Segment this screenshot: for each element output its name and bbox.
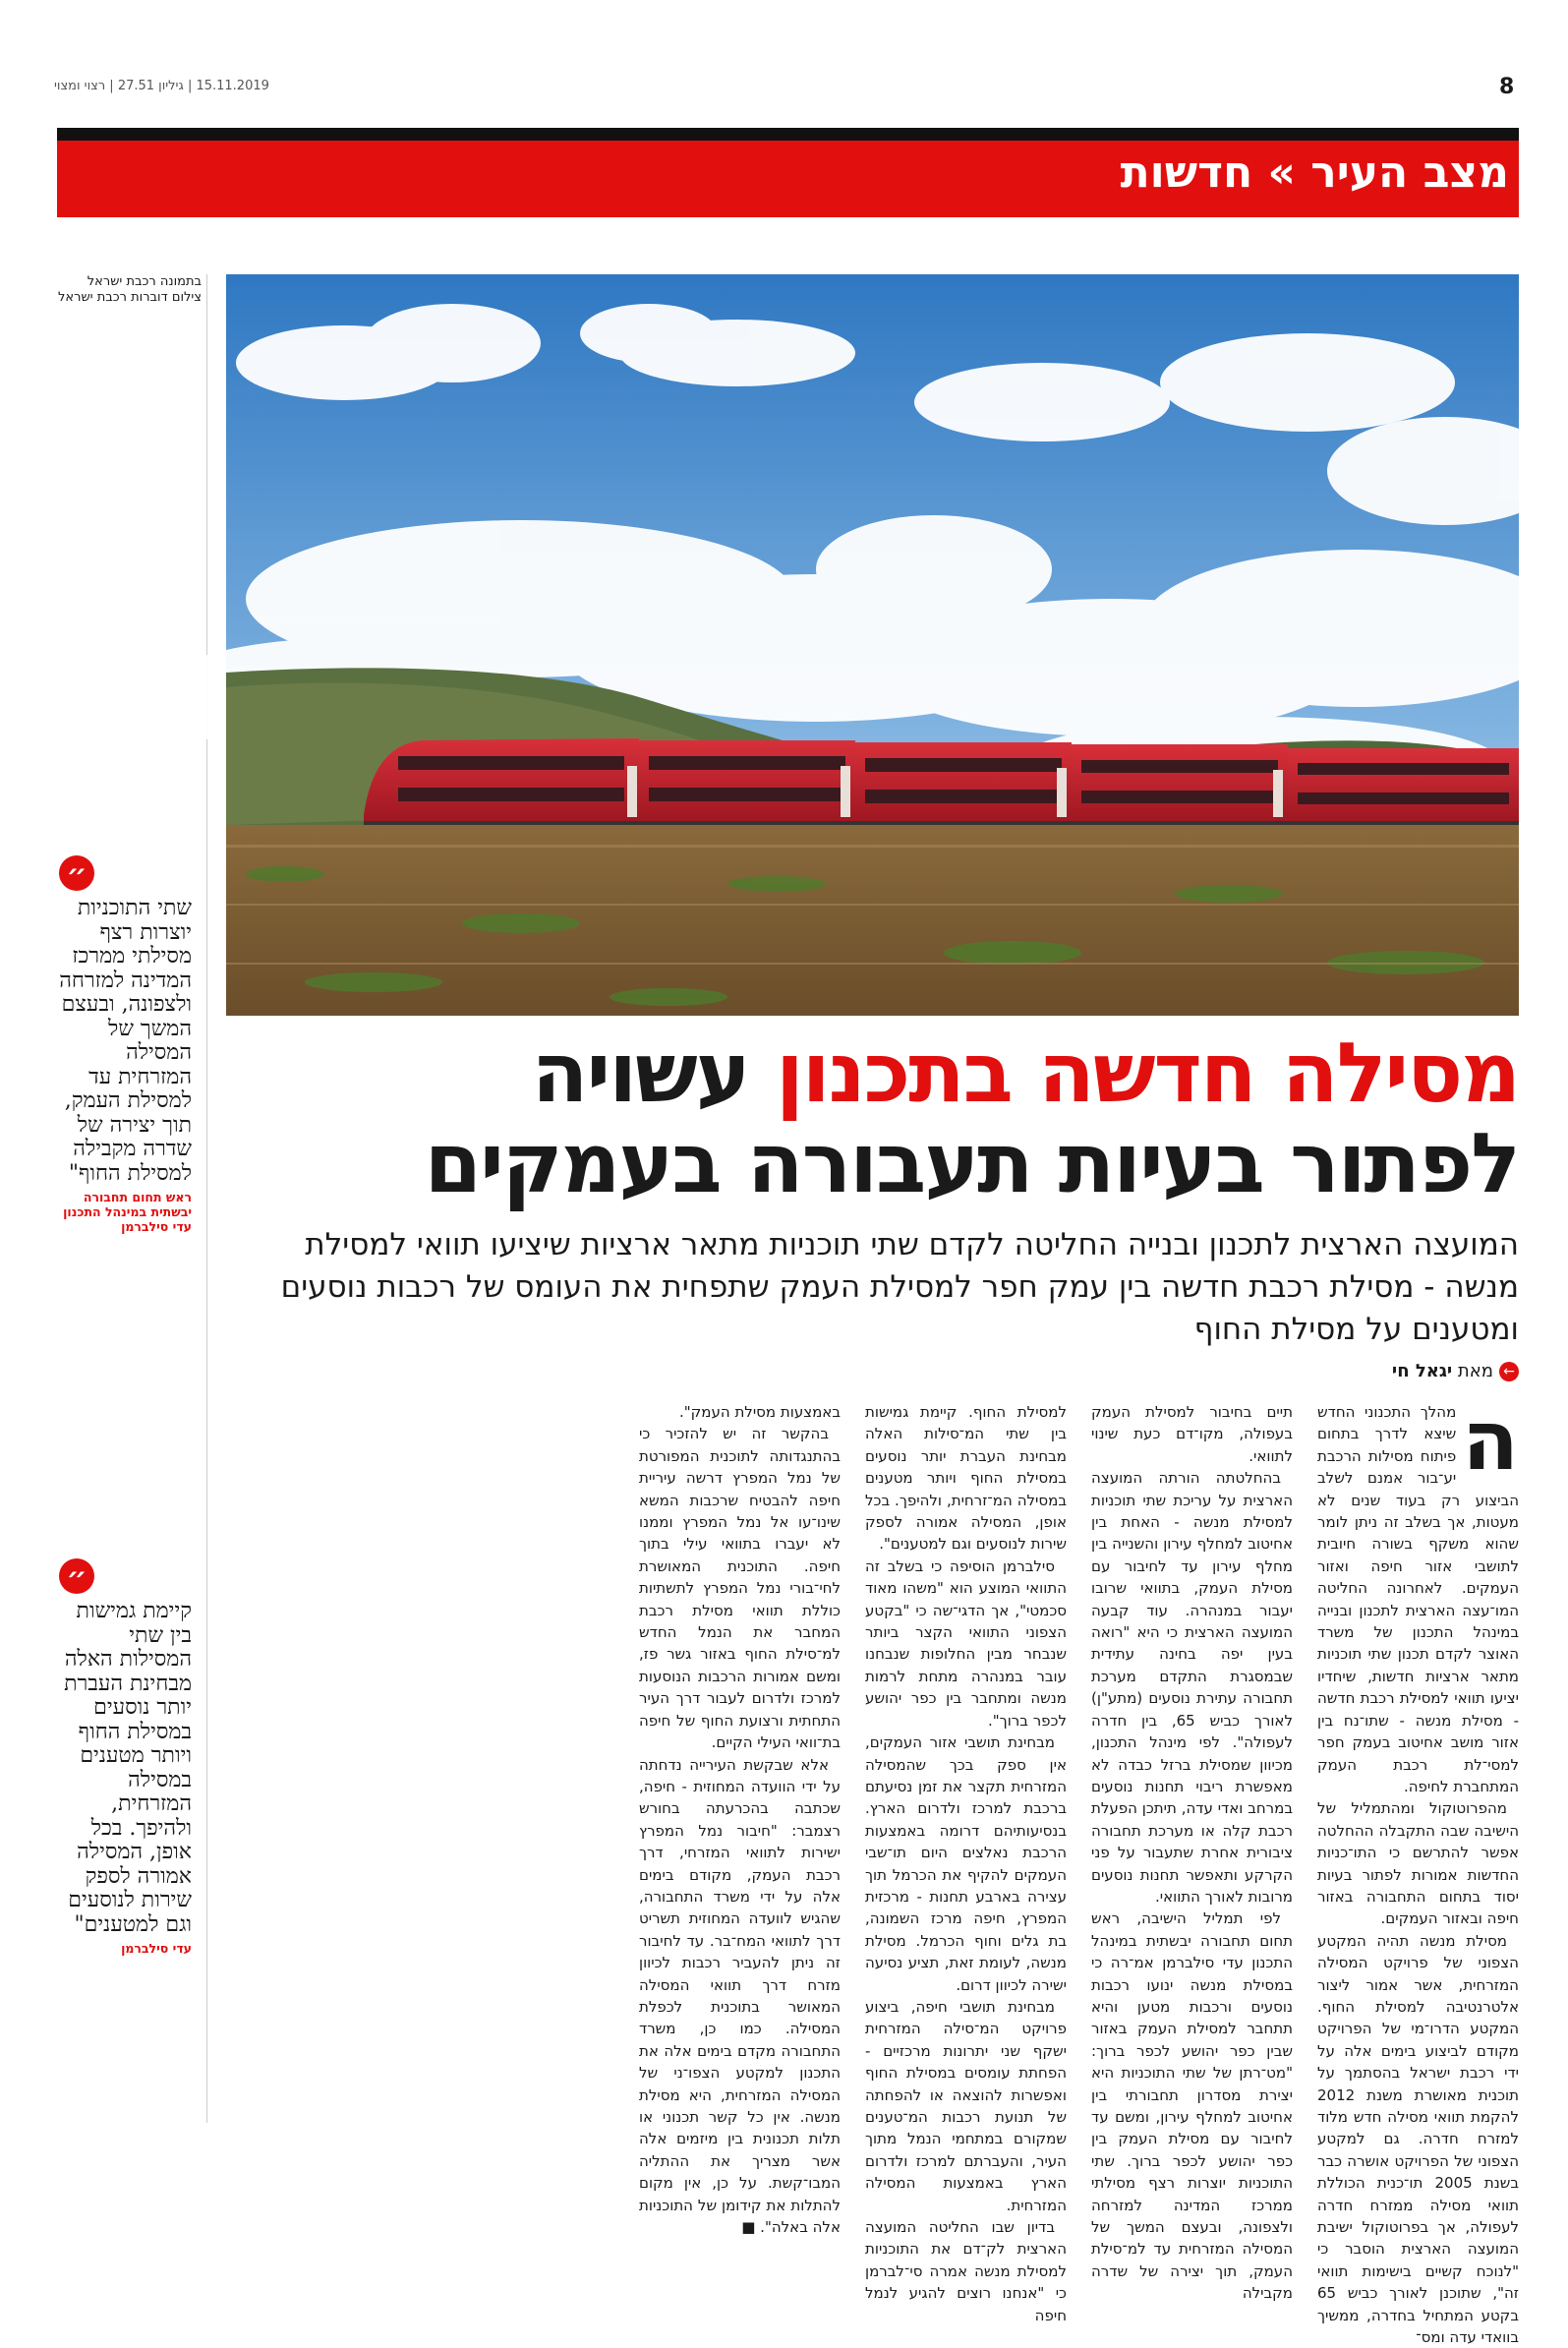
quote-icon: ״	[59, 855, 94, 891]
body-column-4	[639, 1401, 841, 2237]
paragraph: מבחינת תושבי חיפה, ביצוע פרויקט המ־סילה המזרחית ישקף שני יתרונות מרכזיים - הפחתת עומסים במסילת החוף ואפשרות להוצאה או להפחתה של תנועת רכבות המ־טענים שמקורם במתחמי הנמל מתוך העיר, והעברתם למרכז ולדרום הארץ באמצעות המסילה המזרחית.	[865, 1997, 1067, 2214]
issue-folio: 15.11.2019 | גיליון 27.51 | רצוי ומצוי	[54, 79, 269, 93]
body-column-2	[1091, 1401, 1293, 2303]
paragraph: בהחלטתה הורתה המועצה הארצית על עריכת שתי תוכניות למסילת מנשה - האחת בין אחיטוב למחלף עירון והשנייה בין מחלף עירון עד לחיבור עם מסילת העמק, בתוואי שרובו יעבור במנהרה. עוד קבעה המועצה הארצית כי היא "רואה בעין יפה בחינה עתידית שבמסגרת התקדם מערכת תחבורה עתירת נוסעים (מתע"ן) לאורך כביש 65, בין חדרה לעפולה". לפי מינהל התכנון, מכיוון שמסילת ברזל כבדה לא מאפשרת ריבוי תחנות נוסעים במרחב ואדי עדה, תיתכן הפעלת רכבת קלה או מערכת תחבורה ציבורית אחרת שתעבור על פני הקרקע ותאפשר תחנות נוסעים מרובות לאורך התוואי.	[1091, 1469, 1293, 1906]
paragraph: בדיון שבו החליטה המועצה הארצית לק־דם את התוכניות למסילת מנשה אמרה סי־לברמן כי "אנחנו רוצים להגיע לנמל חיפה	[865, 2218, 1067, 2324]
pull-quote-1	[59, 855, 192, 1234]
paragraph: למסילת החוף. קיימת גמישות בין שתי המ־סילות האלה מבחינת העברת יותר נוסעים במסילת החוף ויותר מטענים במסילה המ־זרחית, ולהיפך. בכל אופן, המסילה אמורה לספק שירות לנוסעים וגם למטענים".	[865, 1403, 1067, 1554]
paragraph: אלא שבקשת העירייה נדחתה על ידי הוועדה המחוזית - חיפה, שכתבה בהכרעתה בחורש רצמבר: "חיבור נמל המפרץ ישירות לתוואי המזרחי, דרך רכבת העמק, מקודם בימים אלה על ידי משרד התחבורה, שהגיש לוועדה המחוזית תשריט דרך לתוואי המח־בר. עד לחיבור זה ניתן להעביר רכבות לכיוון מזרח דרך תוואי המסילה המאושר בתוכנית לכפלת המסילה. כמו כן, משרד התחבורה מקדם בימים אלה את התכנון למקטע הצפו־ני של המסילה המזרחית, היא מסילת מנשה. אין כל קשר תכנוני או תלות תכנונית בין מיזמים אלה אשר מצריך את ההתליה המבו־קשת. על כן, אין מקום להתלות את קידומן של התוכניות אלה באלה". ■	[639, 1755, 841, 2237]
paragraph: מהפרוטוקול ומהתמליל של הישיבה שבה התקבלה ההחלטה אפשר להתרשם כי התו־כניות החדשות אמורות לפתור בעיות יסוד בתחום התחבורה באזור חיפה ובאזור העמקים.	[1317, 1799, 1519, 1928]
article-headline	[221, 1025, 1519, 1211]
quote-icon: ״	[59, 1558, 94, 1594]
page-number: 8	[1499, 75, 1515, 99]
body-column-1	[1317, 1392, 1519, 2347]
paragraph: מהלך התכנוני החדש שיצא לדרך בתחום פיתוח מסילות הרכבת יע־בור אמנם לשלב הביצוע רק בעוד שנים לא מעטות, אך בשלב זה ניתן לומר שהוא משקף בשורה חיובית לתושבי אזור חיפה ואזור העמקים. לאחרונה החליטה המו־עצה הארצית לתכנון ובנייה במינהל התכנון של משרד האוצר לקדם תכנון שתי תוכניות מתאר ארציות חדשות, שיחדיו יציעו תוואי למסילת רכבת חדשה - מסילת מנשה - שתו־נח בין אזור מושב אחיטוב בעמק חפר למסי־לת רכבת העמק המתחברת לחיפה.	[1317, 1403, 1519, 1795]
byline	[1392, 1361, 1519, 1381]
pull-quote-text: שתי התוכניות יוצרות רצף מסילתי ממרכז המדינה למזרחה ולצפונה, ובעצם המשך של המסילה המזרחית עד למסילת העמק, תוך יצירה של שדרה מקבילה למסילת החוף"	[59, 896, 192, 1186]
header-rule	[57, 128, 1519, 141]
section-title: מצב העיר » חדשות	[1120, 147, 1509, 198]
paragraph: בהקשר זה יש להזכיר כי בהתנגדותה לתוכנית המפורטת של נמל המפרץ דרשה עיריית חיפה להבטיח שרכבות המשא שינו־עו אל נמל המפרץ וממנו לא יעברו בתוואי עילי בתוך חיפה. התוכנית המאושרת לחי־בורי נמל המפרץ לתשתיות כוללת תוואי מסילת רכבת המחבר את הנמל החדש למ־סילת החוף באזור גשר פז, ומשם אמורות הרכבות הנוסעות למרכז ולדרום לעבור דרך העיר התחתית ורצועת החוף של חיפה בת־וואי העילי הקיים.	[639, 1425, 841, 1752]
headline-black-part: עשויה	[531, 1025, 749, 1121]
headline-line-1	[221, 1025, 1519, 1121]
train-icon	[364, 738, 1519, 829]
drop-cap: ה	[1462, 1392, 1519, 1489]
pull-quote-text: קיימת גמישות בין שתי המסילות האלה מבחינת העברת יותר נוסעים במסילת החוף ויותר מטענים במסילה המזרחית, ולהיפך. בכל אופן, המסילה אמורה לספק שירות לנוסעים וגם למטענים"	[64, 1599, 192, 1937]
photo-credit: בתמונה רכבת ישראל צילום דוברות רכבת ישראל	[58, 274, 202, 305]
paragraph: לפי תמליל הישיבה, ראש תחום תחבורה יבשתית במינהל התכנון עדי סילברמן אמ־רה כי במסילת מנשה ינועו רכבות נוסעים ורכבות מטען והיא תתחבר למסילת העמק באזור שבין כפר יהושע לכפר ברוך: "מט־רתן של שתי התוכניות היא יצירת מסדרון תחבורתי בין אחיטוב למחלף עירון, ומשם עד לחיבור עם מסילת העמק בין כפר יהושע לכפר ברוך. שתי התוכניות יוצרות רצף מסילתי ממרכז המדינה למזרחה ולצפונה, ובעצם המשך של המסילה המזרחית עד למ־סילת העמק, תוך יצירה של שדרה מקבילה	[1091, 1909, 1293, 2303]
arrow-icon: ←	[1499, 1362, 1519, 1381]
paragraph: מבחינת תושבי אזור העמקים, אין ספק בכך שהמסילה המזרחית תקצר את זמן נסיעתם ברכבת למרכז ולדרום הארץ. בנסיעותיהם דרומה באמצעות הרכבת נאלצים היום תו־שבי העמקים להקיף את הכרמל תוך עצירה בארבע תחנות - מרכזית המפרץ, חיפה מרכז השמונה, בת גלים וחוף הכרמל. מסילת מנשה, לעומת זאת, תציע נסיעה ישירה לכיוון דרום.	[865, 1733, 1067, 1994]
headline-line-2: לפתור בעיות תעבורה בעמקים	[424, 1115, 1519, 1211]
pull-quote-attribution: עדי סילברמן	[121, 1941, 192, 1956]
pull-quote-2	[59, 1558, 192, 1956]
paragraph: באמצעות מסילת העמק".	[678, 1403, 841, 1421]
byline-prefix: מאת	[1457, 1361, 1493, 1381]
train-photo	[226, 274, 1519, 1016]
paragraph: תיים בחיבור למסילת העמק בעפולה, מקו־דם כעת שינוי לתוואי.	[1091, 1403, 1293, 1465]
paragraph: סילברמן הוסיפה כי בשלב זה התוואי המוצע הוא "משהו מאוד סכמטי", אך הדגי־שה כי "בקטע הצפוני התוואי הקצר ביותר שנבחר מבין החלופות שנבחנו עובר במנהרה מתחת לרמות מנשה ומתחבר בין כפר יהושע לכפר ברוך".	[865, 1556, 1067, 1730]
article-subheadline: המועצה הארצית לתכנון ובנייה החליטה לקדם שתי תוכניות מתאר ארציות שיציעו תוואי למסילת מנשה - מסילת רכבת חדשה בין עמק חפר למסילת העמק שתפחית את העומס של רכבות נוסעים ומטענים על מסילת החוף	[280, 1227, 1519, 1347]
sidebar-divider	[206, 274, 207, 2123]
byline-author: יגאל חי	[1391, 1361, 1453, 1381]
pull-quote-attribution: ראש תחום תחבורה יבשתית במינהל התכנון עדי סילברמן	[63, 1190, 192, 1234]
body-column-3	[865, 1401, 1067, 2324]
headline-red-part: מסילה חדשה בתכנון	[775, 1025, 1519, 1121]
paragraph: מסילת מנשה תהיה המקטע הצפוני של פרויקט המסילה המזרחית, אשר אמור ליצור אלטרנטיבה למסילת החוף. המקטע הדרו־מי של הפרויקט מקודם לביצוע בימים אלה על ידי רכבת ישראל בהסתמך על תוכנית מאושרת משנת 2012 להקמת תוואי מסילה חדש מלוד למזרח חדרה. גם למקטע הצפוני של הפרויקט אושרה כבר בשנת 2005 תו־כנית הכוללת תוואי מסילה ממזרח חדרה לעפולה, אך בפרוטוקול ישיבת המועצה הארצית הוסבר כי "לנוכח קשיים בישימות תוואי זה", שתוכנן לאורך כביש 65 בקטע המתחיל בחדרה, ממשיך בוואדי עדה ומס־	[1317, 1931, 1519, 2347]
